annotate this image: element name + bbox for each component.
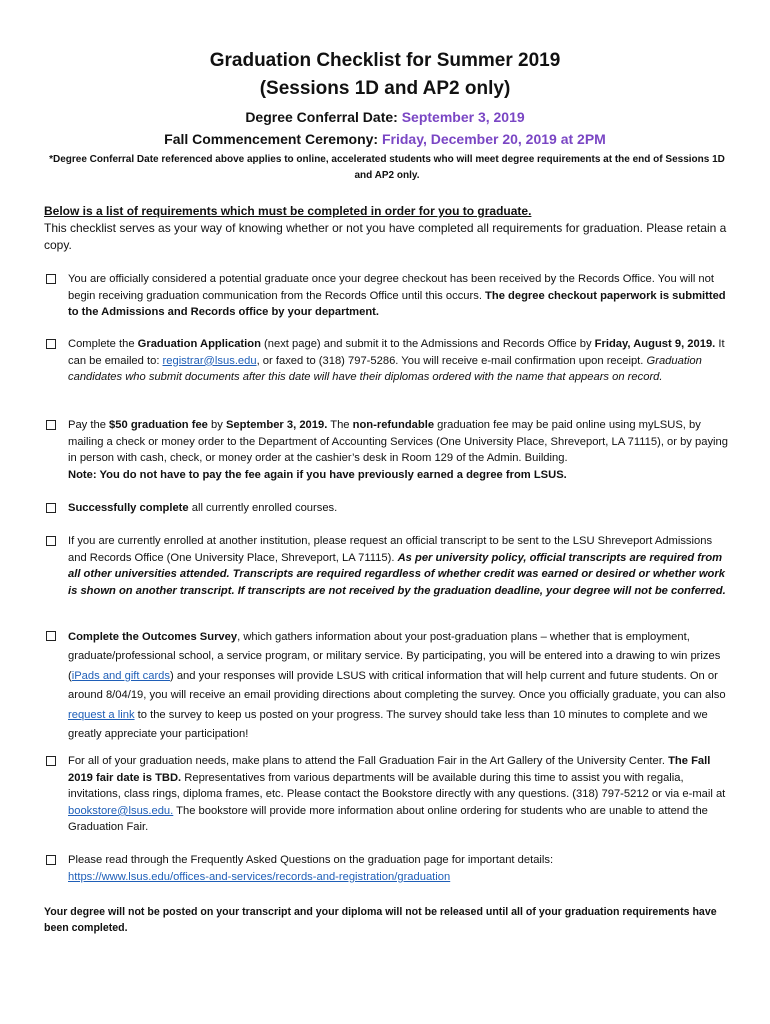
checkbox[interactable] <box>46 855 56 865</box>
page-title: Graduation Checklist for Summer 2019 <box>209 50 561 71</box>
item-body: , or faxed to (318) 797-5286. You will receive e-mail confirmation upon receipt. <box>256 354 647 367</box>
item-text <box>68 533 730 599</box>
closing-statement: Your degree will not be posted on your transcript and your diploma will not be released until all of your graduation requirements have been completed. <box>44 906 717 934</box>
item-body: For all of your graduation needs, make plans to attend the Fall Graduation Fair in the Art Gallery of the University Center. <box>68 755 669 767</box>
prizes-link[interactable]: iPads and gift cards <box>71 669 170 682</box>
item-text <box>68 852 730 885</box>
ceremony-line <box>0 131 770 147</box>
intro-paragraph <box>44 203 734 254</box>
request-link-link[interactable]: request a link <box>68 708 135 721</box>
item-bold: Successfully complete <box>68 502 189 514</box>
item-text <box>68 500 730 517</box>
item-bold: non-refundable <box>352 419 435 431</box>
ceremony-label: Fall Commencement Ceremony: <box>164 131 382 147</box>
bookstore-email-link[interactable]: bookstore@lsus.edu. <box>68 804 174 817</box>
page-subtitle: (Sessions 1D and AP2 only) <box>259 78 511 99</box>
item-deadline: September 3, 2019. <box>225 419 328 431</box>
ceremony-date: Friday, December 20, 2019 at 2PM <box>381 131 606 147</box>
item-body: all currently enrolled courses. <box>188 502 338 514</box>
item-bold: Complete the Outcomes Survey <box>68 631 238 643</box>
item-bold: The Fall 2019 fair date is TBD. <box>68 755 711 784</box>
item-body: You are officially considered a potential graduate once your degree checkout has been received by the Records Office. You will not begin receiving graduation communication from the Records Office until this occurs. <box>68 273 714 302</box>
conferral-date-line <box>0 109 770 125</box>
item-body: ) and your responses will provide LSUS with critical information that will help current and future students. On or around 8/04/19, you will receive an email providing directions about completing the survey. Once you officially graduate, you can also <box>68 669 726 702</box>
item-bold-italic: As per university policy, official transcripts are required from all other universities attended. Transcripts are required regardless of whether credit was earned or desired or whether work is shown on another transcript. If transcripts are not received by the graduation deadline, your degree will not be conferred. <box>68 551 726 597</box>
conferral-label: Degree Conferral Date: <box>245 109 402 125</box>
checkbox[interactable] <box>46 274 56 284</box>
item-text <box>68 628 730 744</box>
item-text <box>68 271 730 321</box>
item-deadline: Friday, August 9, 2019. <box>594 338 716 350</box>
item-text <box>68 417 730 483</box>
checkbox[interactable] <box>46 631 56 641</box>
item-body: The bookstore will provide more information about online ordering for students who are unable to attend the Graduation Fair. <box>68 804 708 834</box>
item-body: (next page) and submit it to the Admissions and Records Office by <box>260 338 595 350</box>
item-body: The <box>327 419 353 431</box>
checkbox[interactable] <box>46 503 56 513</box>
checkbox[interactable] <box>46 536 56 546</box>
item-body: Complete the <box>68 338 138 350</box>
item-body: graduation fee may be paid online using myLSUS, by mailing a check or money order to the Department of Accounting Services (One University Place, Shreveport, LA 71115), or by paying in person with cash, check, or money order at the cashier’s desk in Room 129 of the Admin. Building. <box>68 419 728 465</box>
graduation-page-link[interactable]: https://www.lsus.edu/offices-and-services/records-and-registration/graduation <box>68 870 451 883</box>
item-body: It can be emailed to: <box>68 338 725 367</box>
registrar-email-link[interactable]: registrar@lsus.edu <box>162 354 257 367</box>
checkbox[interactable] <box>46 420 56 430</box>
intro-body: This checklist serves as your way of knowing whether or not you have completed all requirements for graduation. Please retain a copy. <box>44 221 727 252</box>
item-text <box>68 753 730 836</box>
item-bold: $50 graduation fee <box>109 419 208 431</box>
checkbox[interactable] <box>46 756 56 766</box>
item-bold: Graduation Application <box>137 338 261 350</box>
item-body: Pay the <box>68 419 110 431</box>
item-body: to the survey to keep us posted on your progress. The survey should take less than 10 minutes to complete and we greatly appreciate your participation! <box>68 708 708 741</box>
item-italic: Graduation candidates who submit documents after this date will have their diplomas ordered with the name that appears on record. <box>68 354 702 384</box>
item-body: , which gathers information about your post-graduation plans – whether that is employment, graduate/professional school, a service program, or military service. By participating, you will be entered into a drawing to win prizes ( <box>68 631 721 682</box>
intro-lead: Below is a list of requirements which must be completed in order for you to graduate. <box>44 204 532 218</box>
conferral-date: September 3, 2019 <box>401 109 525 125</box>
item-note: Note: You do not have to pay the fee again if you have previously earned a degree from LSUS. <box>68 468 567 481</box>
item-body: by <box>207 419 226 431</box>
item-body: Please read through the Frequently Asked Questions on the graduation page for important details: <box>68 854 554 866</box>
conferral-footnote: *Degree Conferral Date referenced above applies to online, accelerated students who will meet degree requirements at the end of Sessions 1D and AP2 only. <box>49 154 725 181</box>
item-text <box>68 336 730 386</box>
item-body: Representatives from various departments will be available during this time to assist you with regalia, invitations, class rings, diploma frames, etc. Please contact the Bookstore directly with any questions. (318) 797-5212 or via e-mail at <box>68 771 726 801</box>
item-bold: The degree checkout paperwork is submitted to the Admissions and Records office by your department. <box>68 289 726 319</box>
item-body: If you are currently enrolled at another institution, please request an official transcript to be sent to the LSU Shreveport Admissions and Records Office (One University Place, Shreveport, LA 71115). <box>68 535 713 564</box>
checkbox[interactable] <box>46 339 56 349</box>
